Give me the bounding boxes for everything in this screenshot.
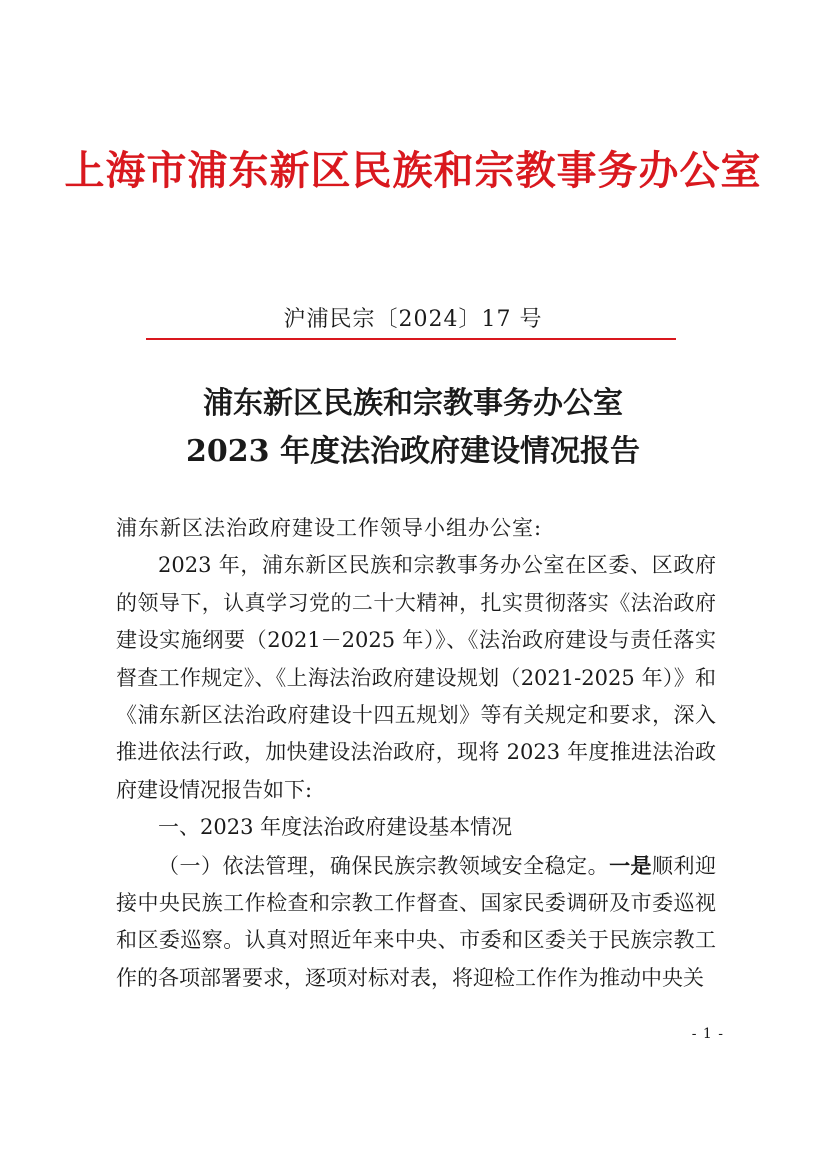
emphasis-text: 一是: [609, 852, 653, 878]
subsection-text: 顺利迎接中央民族工作检查和宗教工作督查、国家民委调研及市委巡视和区委巡察。认真对照近年来中央、市委和区委关于民族宗教工作的各项部署要求，逐项对标对表，将迎检工作作为推动中央关: [116, 853, 717, 990]
report-title: [0, 380, 826, 476]
subsection-paragraph: [116, 847, 716, 998]
title-line-1: 浦东新区民族和宗教事务办公室: [203, 386, 623, 421]
subsection-label: （一）依法管理，确保民族宗教领域安全稳定。: [158, 853, 610, 878]
document-number: 沪浦民宗〔2024〕17 号: [283, 307, 543, 332]
page-number: - 1 -: [691, 1026, 724, 1042]
section-heading: 一、2023 年度法治政府建设基本情况: [158, 815, 513, 840]
red-divider-rule: [146, 338, 676, 340]
org-header: 上海市浦东新区民族和宗教事务办公室: [64, 147, 762, 194]
title-line-2: 2023 年度法治政府建设情况报告: [186, 434, 640, 469]
report-body: [116, 510, 716, 997]
salutation: 浦东新区法治政府建设工作领导小组办公室:: [116, 516, 543, 540]
intro-paragraph: 2023 年，浦东新区民族和宗教事务办公室在区委、区政府的领导下，认真学习党的二十大精神，扎实贯彻落实《法治政府建设实施纲要（2021－2025 年）》、《法治政府建设与责任落实督查工作规定》、《上海法治政府建设规划（2021-2025 年）》和《浦东新区法治政府建设十四五规划》等有关规定和要求，深入推进依法行政，加快建设法治政府，现将 2023 年度推进法治政府建设情况报告如下:: [116, 553, 716, 802]
